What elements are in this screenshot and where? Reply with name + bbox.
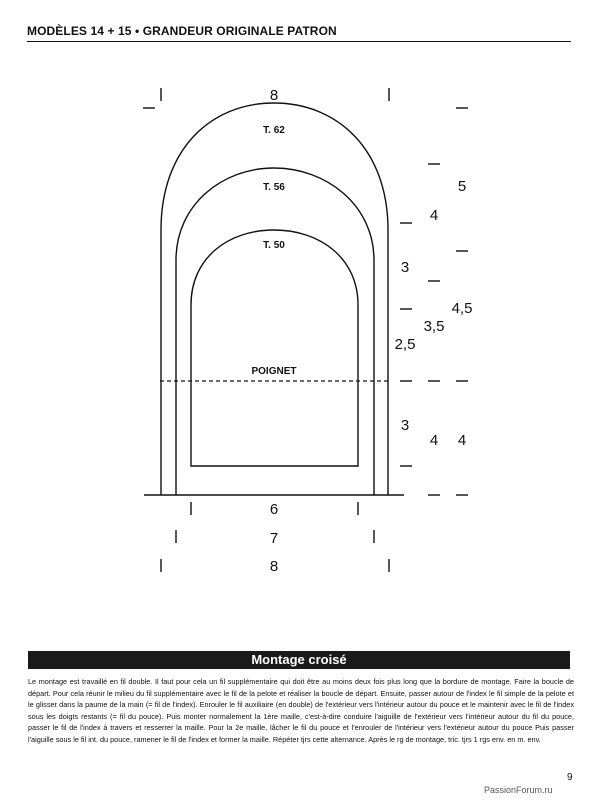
height-t50-hand: 2,5 (394, 336, 416, 353)
section-title: Montage croisé (251, 652, 347, 667)
height-t56-top: 3 (400, 259, 410, 276)
instructions-paragraph: Le montage est travaillé en fil double. Il faut pour cela un fil supplémentaire qui doit être au moins deux fois plus long que la bordure de montage. Faire la boucle de départ. Pour cela réunir le milieu du fil supplémentaire avec le fil de la pelote et réaliser la boucle de départ. Ensuite, passer autour de l'index le fil simple de la pelote et le glisser dans la paume de la main (= fil de l'index). Enrouler le fil auxiliaire (en double) de l'extérieur vers l'intérieur autour du pouce et le maintenir avec le fil de l'index sous les doigts restants (= fil du pouce). Puis monter normalement la 1ère maille, c'est-à-dire conduire l'aiguille de l'extérieur vers l'intérieur autour du fil du pouce, passer le fil de l'index à travers et resserrer la maille. Pour la 2e maille, lâcher le fil du pouce et l'enrouler de l'intérieur vers l'extérieur autour du pouce Puis passer l'aiguille sous le fil int. du pouce, ramener le fil de l'index et former la maille. Répéter tjrs cette alternance. Après le rg de montage, tric. tjrs 1 rgs env. en m. env. (28, 677, 574, 744)
size-label-t62: T. 62 (263, 125, 285, 136)
height-t50-wrist: 3 (400, 417, 410, 434)
size-label-t56: T. 56 (263, 182, 285, 193)
page-number: 9 (567, 772, 573, 783)
height-t62-top: 4 (429, 207, 439, 224)
bottom-width-t56: 7 (269, 530, 279, 547)
height-t62-hand: 4,5 (451, 300, 473, 317)
pattern-outline-t62 (161, 103, 388, 495)
pattern-outline-t50 (191, 230, 358, 466)
height-t56-wrist: 4 (429, 432, 439, 449)
header-title: MODÈLES 14 + 15 • GRANDEUR ORIGINALE PATRON (27, 24, 337, 38)
height-t56-hand: 3,5 (423, 318, 445, 335)
section-title-bar (28, 651, 570, 669)
wrist-label: POIGNET (251, 366, 297, 377)
bottom-width-t50: 6 (269, 501, 279, 518)
bottom-width-t62: 8 (269, 558, 279, 575)
height-t62-wrist: 4 (457, 432, 467, 449)
watermark: PassionForum.ru (484, 785, 553, 795)
height-t62-tip: 5 (457, 178, 467, 195)
top-width-label: 8 (269, 87, 279, 104)
size-label-t50: T. 50 (263, 240, 285, 251)
pattern-outline-t56 (176, 168, 374, 495)
